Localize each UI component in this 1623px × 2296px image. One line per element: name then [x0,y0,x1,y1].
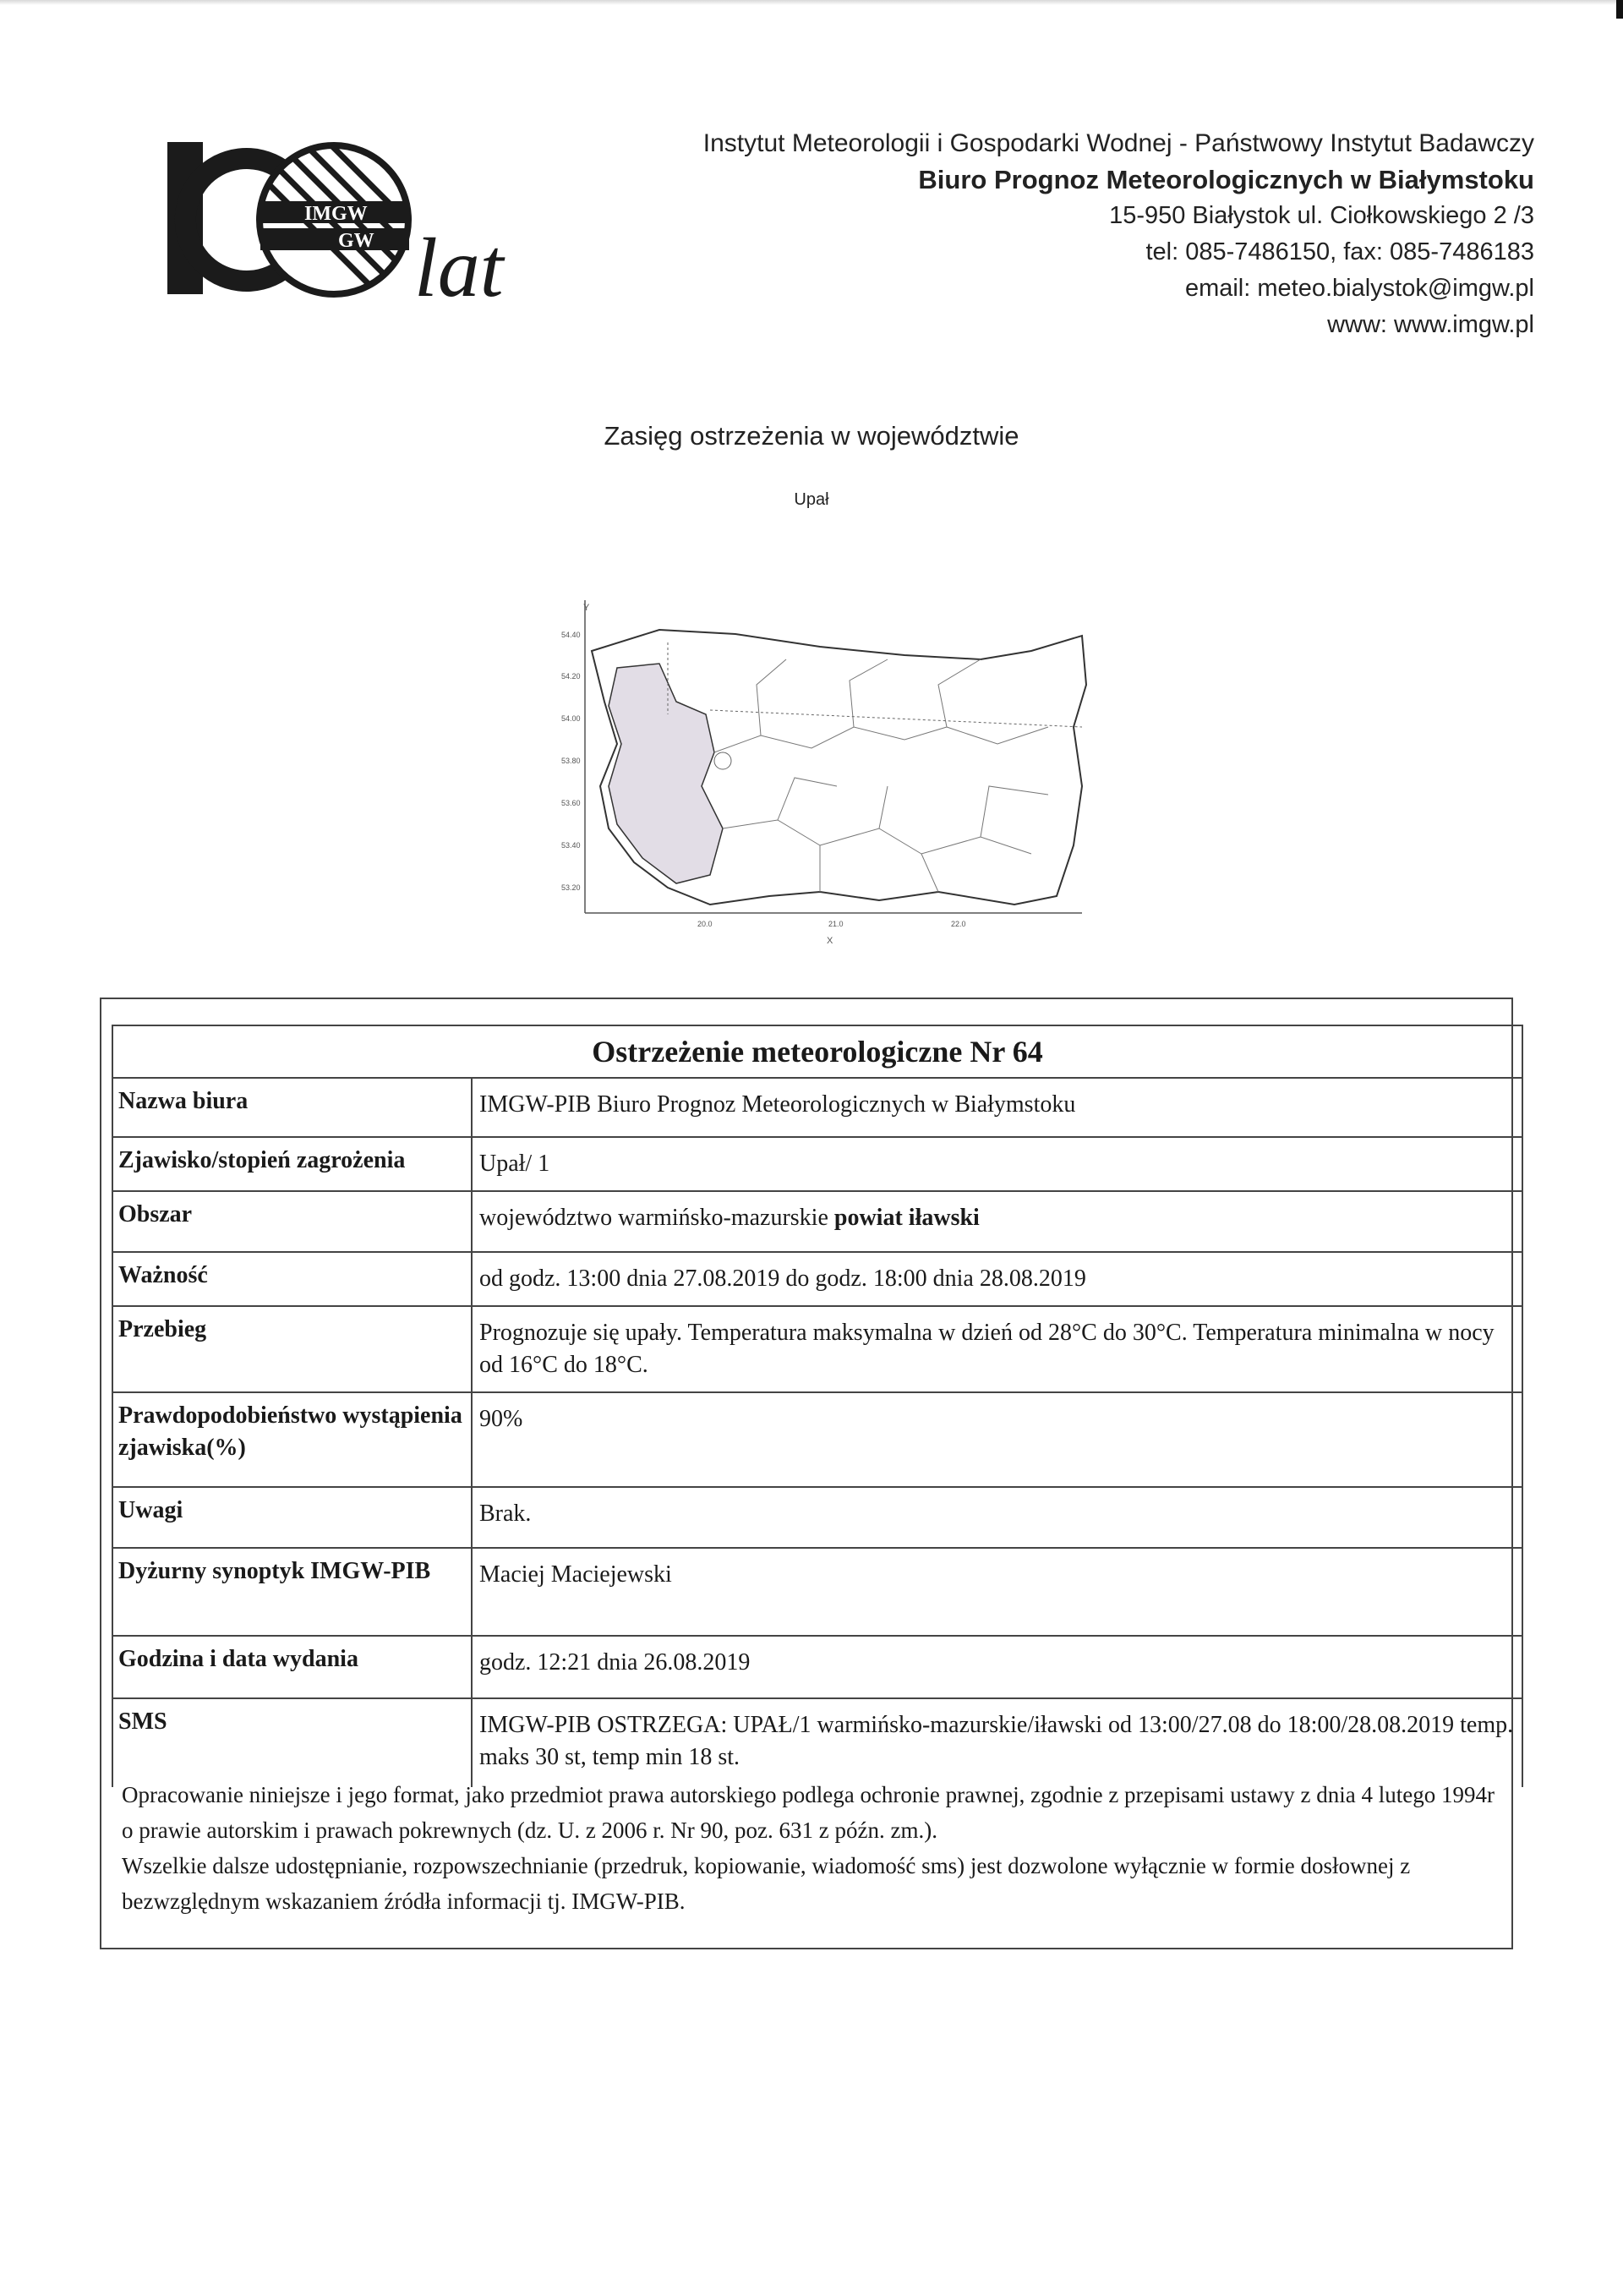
logo-lat: lat [414,221,504,314]
copyright-paragraph-2: Wszelkie dalsze udostępnianie, rozpowszechnianie (przedruk, kopiowanie, wiadomość sms) jest dozwolone wyłącznie w formie dosłownej z bezwzględnym wskazaniem źródła informacji tj. IMGW-PIB. [122,1853,1411,1914]
copyright-paragraph-1: Opracowanie niniejsze i jego format, jako przedmiot prawa autorskiego podlega ochronie prawnej, zgodnie z przepisami ustawy z dnia 4 lutego 1994r o prawie autorskim i prawach pokrewnych (dz. U. z 2006 r. Nr 90, poz. 631 z późn. zm.). [122,1782,1495,1843]
row-value: od godz. 13:00 dnia 27.08.2019 do godz. 18:00 dnia 28.08.2019 [479,1266,1086,1292]
x-tick: 20.0 [697,920,713,928]
area-county: powiat iławski [833,1205,980,1231]
email: email: meteo.bialystok@imgw.pl [1184,275,1534,302]
x-tick: 21.0 [828,920,844,928]
address: 15-950 Białystok ul. Ciołkowskiego 2 /3 [1109,202,1534,229]
website: www: www.imgw.pl [1327,311,1534,338]
logo-badge-top: IMGW [304,203,368,225]
y-tick: 54.20 [561,672,581,681]
y-axis-label: Y [583,603,590,613]
row-label: Nazwa biura [113,1079,473,1136]
table-row [113,1393,1522,1488]
table-row [113,1079,1522,1138]
y-tick: 53.60 [561,799,581,807]
y-tick: 54.40 [561,631,581,639]
row-label: Godzina i data wydania [113,1637,473,1697]
header-block [642,125,1534,343]
row-value: 90% [479,1406,523,1432]
table-row [113,1637,1522,1699]
imgw-100-lat-logo [161,135,524,317]
row-label: Dyżurny synoptyk IMGW-PIB [113,1549,473,1635]
row-label: SMS [113,1699,473,1787]
table-row [113,1253,1522,1307]
area-region: województwo warmińsko-mazurskie [479,1205,828,1231]
table-row [113,1192,1522,1253]
table-row [113,1307,1522,1393]
y-tick: 53.80 [561,757,581,765]
copyright-note [103,1777,1498,1919]
map-phenomenon: Upał [794,490,829,509]
office-name: Biuro Prognoz Meteorologicznych w Białymstoku [918,165,1534,194]
row-label: Przebieg [113,1307,473,1391]
voivodeship-map [541,600,1099,955]
table-row [113,1488,1522,1549]
table-row [113,1699,1522,1787]
x-axis-label: X [827,936,833,946]
y-tick: 53.20 [561,883,581,892]
table-row [113,1549,1522,1637]
x-tick: 22.0 [951,920,966,928]
row-label: Prawdopodobieństwo wystąpienia zjawiska(%) [113,1393,473,1486]
table-row [113,1138,1522,1192]
logo-badge-bottom: GW [338,230,374,252]
row-label: Zjawisko/stopień zagrożenia [113,1138,473,1190]
row-value: IMGW-PIB OSTRZEGA: UPAŁ/1 warmińsko-mazurskie/iławski od 13:00/27.08 do 18:00/28.08.2019 temp. maks 30 st, temp min 18 st. [479,1712,1514,1770]
warning-table [100,998,1513,1949]
row-value [473,1192,1522,1251]
warning-title: Ostrzeżenie meteorologiczne Nr 64 [113,1026,1522,1079]
row-value: Upał/ 1 [479,1151,550,1177]
scan-mark [1616,0,1623,19]
row-label: Ważność [113,1253,473,1305]
row-value: godz. 12:21 dnia 26.08.2019 [479,1649,751,1676]
page-edge [0,0,1623,5]
row-value: IMGW-PIB Biuro Prognoz Meteorologicznych w Białymstoku [479,1091,1076,1118]
y-tick: 54.00 [561,714,581,723]
row-label: Obszar [113,1192,473,1251]
institute-name: Instytut Meteorologii i Gospodarki Wodnej - Państwowy Instytut Badawczy [702,129,1534,157]
phone-fax: tel: 085-7486150, fax: 085-7486183 [1145,238,1534,265]
map-title: Zasięg ostrzeżenia w województwie [604,421,1019,451]
row-label: Uwagi [113,1488,473,1547]
row-value: Brak. [479,1501,532,1527]
y-tick: 53.40 [561,841,581,850]
row-value: Maciej Maciejewski [479,1561,672,1588]
row-value: Prognozuje się upały. Temperatura maksymalna w dzień od 28°C do 30°C. Temperatura minimalna w nocy od 16°C do 18°C. [479,1320,1495,1378]
